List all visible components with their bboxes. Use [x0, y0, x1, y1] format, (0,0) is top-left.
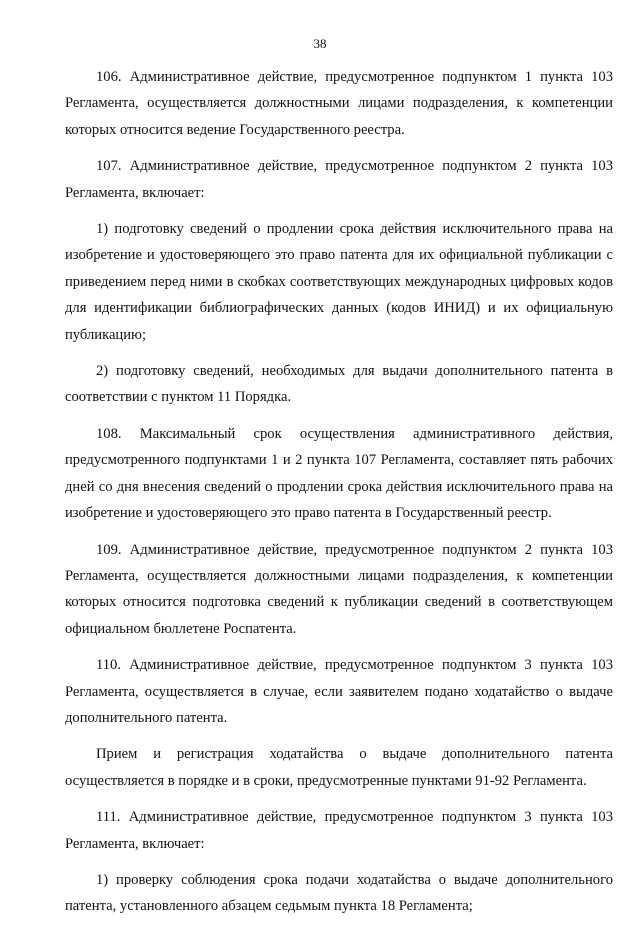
paragraph-108: 108. Максимальный срок осуществления административного действия, предусмотренного подпунктами 1 и 2 пункта 107 Регламента, составляет пять рабочих дней со дня внесения сведений о продлении срока действия исключительного права на изобретение и удостоверяющего это право патента в Государственный реестр. — [65, 425, 613, 522]
paragraph-109: 109. Административное действие, предусмотренное подпунктом 2 пункта 103 Регламента, осуществляется должностными лицами подразделения, к компетенции которых относится подготовка сведений к публикации сведений в соответствующем официальном бюллетене Роспатента. — [65, 541, 613, 637]
page-number: 38 — [313, 36, 327, 51]
paragraph-110: 110. Административное действие, предусмотренное подпунктом 3 пункта 103 Регламента, осуществляется в случае, если заявителем подано ходатайство о выдаче дополнительного патента. — [65, 657, 613, 726]
paragraph-106: 106. Административное действие, предусмотренное подпунктом 1 пункта 103 Регламента, осуществляется должностными лицами подразделения, к компетенции которых относится ведение Государственного реестра. — [65, 69, 613, 138]
paragraph-111-item-1: 1) проверку соблюдения срока подачи ходатайства о выдаче дополнительного патента, установленного абзацем седьмым пункта 18 Регламента; — [65, 871, 613, 915]
document-body — [65, 64, 613, 930]
paragraph-107-item-2: 2) подготовку сведений, необходимых для выдачи дополнительного патента в соответствии с пунктом 11 Порядка. — [65, 363, 613, 406]
paragraph-111: 111. Административное действие, предусмотренное подпунктом 3 пункта 103 Регламента, включает: — [65, 809, 613, 852]
paragraph-107: 107. Административное действие, предусмотренное подпунктом 2 пункта 103 Регламента, включает: — [65, 158, 613, 201]
paragraph-107-item-1: 1) подготовку сведений о продлении срока действия исключительного права на изобретение и удостоверяющего это право патента для их официальной публикации с приведением перед ними в скобках соответствующих международных цифровых кодов для идентификации библиографических данных (кодов ИНИД) и их официальную публикацию; — [65, 221, 613, 343]
paragraph-110-reception: Прием и регистрация ходатайства о выдаче дополнительного патента осуществляется в порядке и в сроки, предусмотренные пунктами 91-92 Регламента. — [65, 746, 613, 789]
